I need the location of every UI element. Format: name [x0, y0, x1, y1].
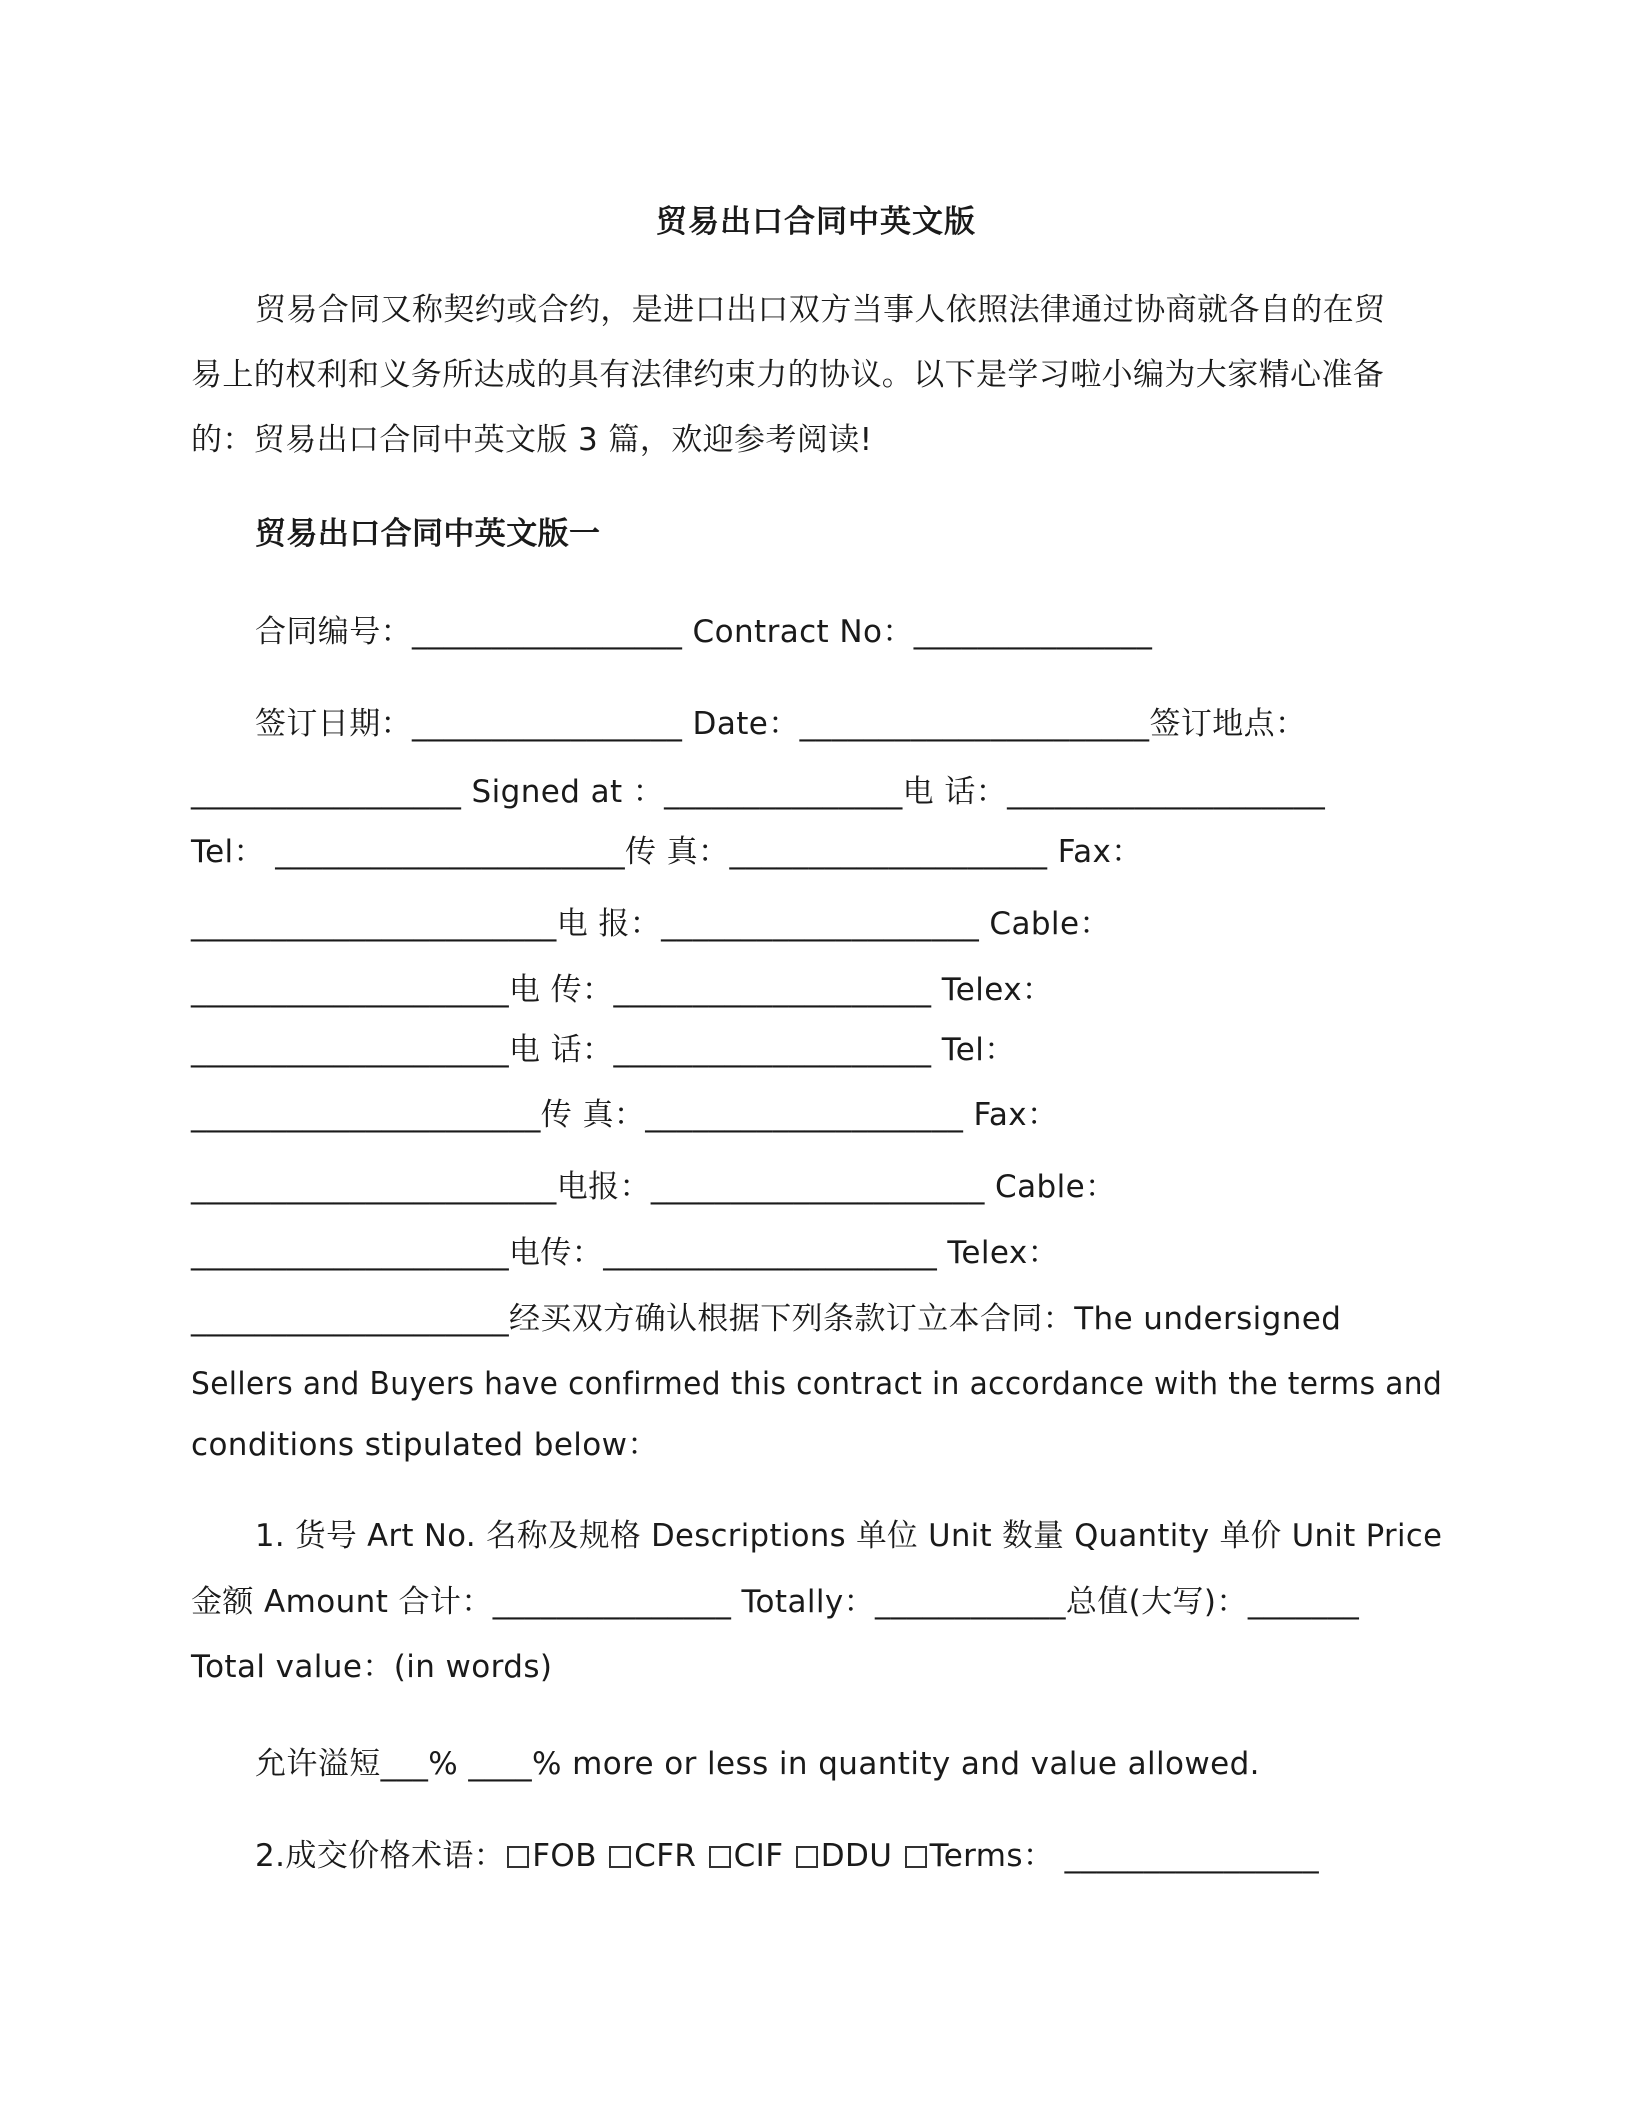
amount-total-line: 金额 Amount 合计：_______________ Totally：____________总值(大写)：_______	[191, 1584, 1360, 1620]
document-title: 贸易出口合同中英文版	[656, 204, 976, 240]
cif-label: CIF	[733, 1838, 784, 1874]
other-terms-label: Terms： ________________	[929, 1838, 1319, 1874]
intro-line-2: 易上的权利和义务所达成的具有法律约束力的协议。以下是学习啦小编为大家精心准备	[191, 357, 1385, 393]
confirmation-line-1: ____________________经买双方确认根据下列条款订立本合同：The undersigned	[191, 1301, 1342, 1337]
buyer-cable-line: _______________________电报：_____________________ Cable：	[191, 1169, 1117, 1205]
cfr-label: CFR	[634, 1838, 697, 1874]
ddu-checkbox[interactable]	[796, 1846, 818, 1868]
intro-line-1: 贸易合同又称契约或合约，是进口出口双方当事人依照法律通过协商就各自的在贸	[255, 292, 1386, 328]
intro-line-3: 的：贸易出口合同中英文版 3 篇，欢迎参考阅读!	[191, 422, 873, 458]
buyer-tel-line: ____________________电 话：____________________ Tel：	[191, 1032, 1016, 1068]
buyer-fax-line: ______________________传 真：____________________ Fax：	[191, 1097, 1059, 1133]
price-terms-line	[255, 1836, 1319, 1876]
signing-date-line: 签订日期：_________________ Date：______________________签订地点：	[255, 706, 1307, 742]
confirmation-line-2: Sellers and Buyers have confirmed this contract in accordance with the terms and	[191, 1366, 1443, 1402]
tolerance-line: 允许溢短___% ____% more or less in quantity and value allowed.	[255, 1746, 1260, 1782]
total-value-words-line: Total value：(in words)	[191, 1649, 553, 1685]
signed-at-line: _________________ Signed at ：_______________电 话：____________________	[191, 774, 1326, 810]
telex-line: ____________________电 传：____________________ Telex：	[191, 972, 1054, 1008]
contract-number-line: 合同编号：_________________ Contract No：_______________	[255, 614, 1153, 650]
cif-checkbox[interactable]	[709, 1846, 731, 1868]
tel-fax-line: Tel： ______________________传 真：____________________ Fax：	[191, 834, 1143, 870]
cable-line: _______________________电 报：____________________ Cable：	[191, 906, 1111, 942]
confirmation-line-3: conditions stipulated below：	[191, 1427, 659, 1463]
fob-label: FOB	[532, 1838, 597, 1874]
cfr-checkbox[interactable]	[609, 1846, 631, 1868]
other-terms-checkbox[interactable]	[905, 1846, 927, 1868]
fob-checkbox[interactable]	[507, 1846, 529, 1868]
section-heading: 贸易出口合同中英文版一	[255, 516, 601, 552]
ddu-label: DDU	[820, 1838, 893, 1874]
price-terms-prefix: 2.成交价格术语：	[255, 1838, 506, 1874]
item-header-line: 1. 货号 Art No. 名称及规格 Descriptions 单位 Unit 数量 Quantity 单价 Unit Price	[255, 1518, 1443, 1554]
buyer-telex-line: ____________________电传：_____________________ Telex：	[191, 1235, 1059, 1271]
